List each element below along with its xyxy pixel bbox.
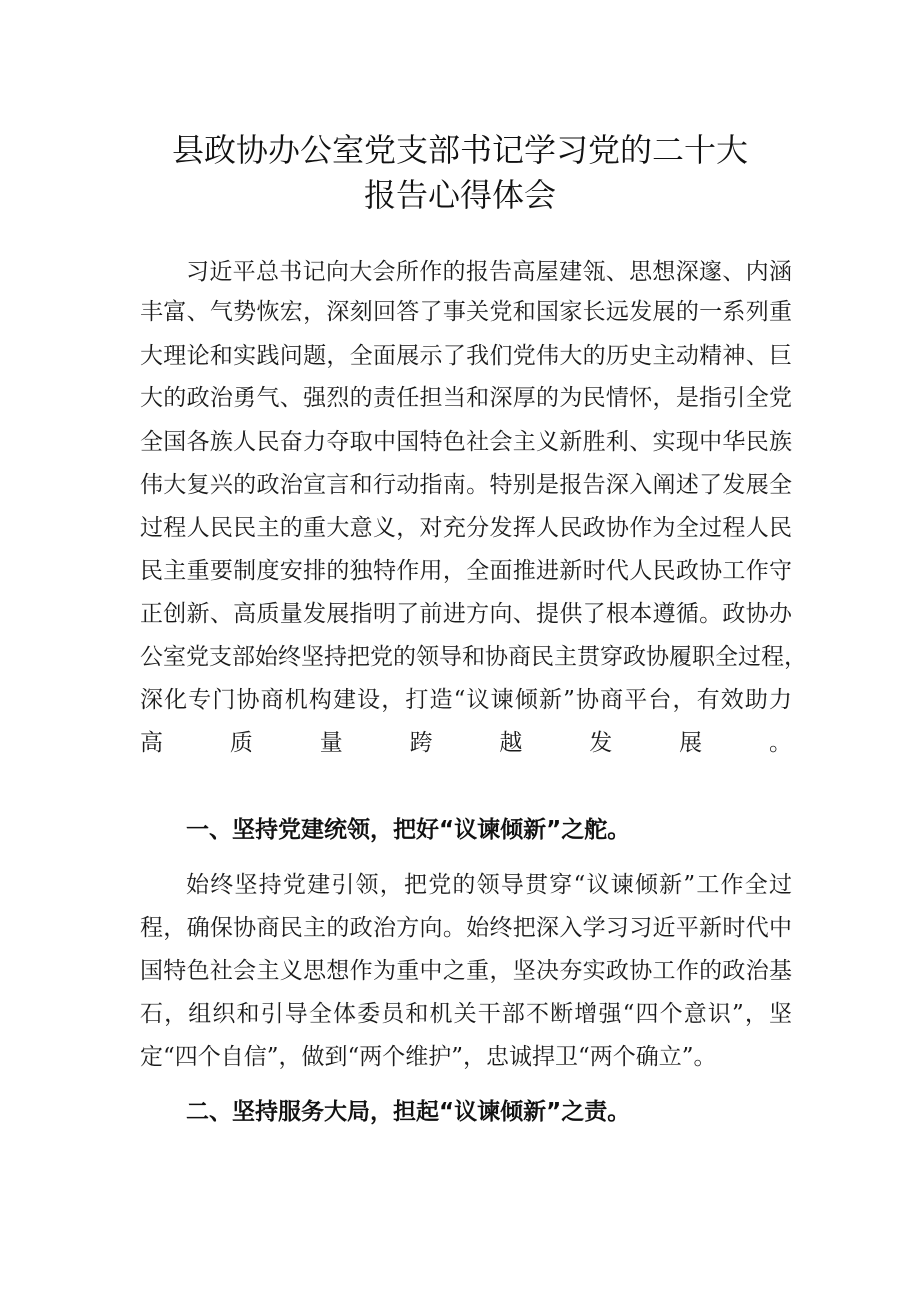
paragraph-line: 大理论和实践问题，全面展示了我们党伟大的历史主动精神、巨 [140,343,792,369]
paragraph-line: 深化专门协商机构建设，打造“议谏倾新”协商平台，有效助力 [140,687,792,713]
section-heading-2: 二、坚持服务大局，担起“议谏倾新”之责。 [186,1099,631,1125]
paragraph-line: 习近平总书记向大会所作的报告高屋建瓴、思想深邃、内涵 [186,259,792,285]
document-title-line-1: 县政协办公室党支部书记学习党的二十大 [171,131,748,169]
paragraph-line: 公室党支部始终坚持把党的领导和协商民主贯穿政协履职全过程， [140,644,807,670]
paragraph-line: 丰富、气势恢宏，深刻回答了事关党和国家长远发展的一系列重 [140,299,792,325]
document-title-line-2: 报告心得体会 [363,176,556,214]
paragraph-line: 程，确保协商民主的政治方向。始终把深入学习习近平新时代中 [140,915,792,941]
paragraph-line: 大的政治勇气、强烈的责任担当和深厚的为民情怀，是指引全党 [140,385,792,411]
paragraph-line: 高质量跨越发展。 [140,730,792,756]
paragraph-line: 国特色社会主义思想作为重中之重，坚决夯实政协工作的政治基 [140,958,792,984]
paragraph-line: 伟大复兴的政治宣言和行动指南。特别是报告深入阐述了发展全 [140,472,792,498]
paragraph-line: 定“四个自信”，做到“两个维护”，忠诚捍卫“两个确立”。 [140,1044,717,1070]
paragraph-line: 石，组织和引导全体委员和机关干部不断增强“四个意识”，坚 [140,1001,792,1027]
paragraph-line: 始终坚持党建引领，把党的领导贯穿“议谏倾新”工作全过 [186,872,792,898]
section-heading-1: 一、坚持党建统领，把好“议谏倾新”之舵。 [186,817,631,843]
paragraph-line: 民主重要制度安排的独特作用，全面推进新时代人民政协工作守 [140,558,792,584]
paragraph-line: 正创新、高质量发展指明了前进方向、提供了根本遵循。政协办 [140,601,792,627]
paragraph-line: 过程人民民主的重大意义，对充分发挥人民政协作为全过程人民 [140,515,792,541]
paragraph-line: 全国各族人民奋力夺取中国特色社会主义新胜利、实现中华民族 [140,429,792,455]
